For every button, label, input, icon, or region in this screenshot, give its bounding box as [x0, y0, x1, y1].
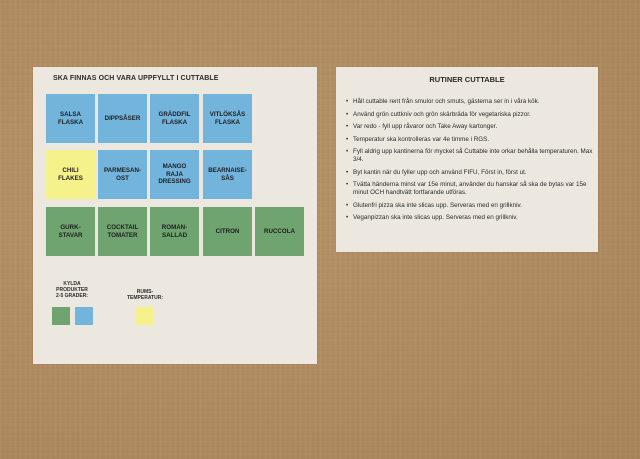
right-panel-title: RUTINER CUTTABLE [429, 75, 505, 84]
tile-graddfil-flaska: GRÄDDFIL FLASKA [150, 94, 199, 143]
bullet-icon: • [346, 168, 349, 176]
rule-item: • Tvätta händerna minst var 15e minut, använder du hanskar så ska de bytas var 15e minut OCH handtvätt fortfarande utföras. [346, 181, 587, 196]
tile-bearnaisesas: BEARNAISE- SÅS [203, 150, 252, 199]
bullet-icon: • [346, 98, 349, 105]
tile-ruccola: RUCCOLA [255, 207, 304, 256]
tile-vitloksas-flaska: VITLÖKSÅS FLASKA [203, 94, 252, 143]
bullet-icon: • [346, 214, 349, 221]
legend-swatch-yellow [136, 307, 154, 325]
tile-dippsaser: DIPPSÅSER [98, 94, 147, 143]
rule-item: • Fyll aldrig upp kantinerna för mycket så Cuttable inte orkar behålla temperaturen. Max 3/4. [346, 148, 593, 163]
rule-item: • Använd grön cuttkniv och grön skärbräda för vegetariska pizzor. [346, 110, 531, 118]
rules-list [346, 98, 594, 227]
bullet-icon: • [346, 110, 349, 118]
bullet-icon: • [346, 148, 349, 155]
tile-salsa-flaska: SALSA FLASKA [46, 94, 95, 143]
rule-item: • Var redo - fyll upp råvaror och Take Away kartonger. [346, 123, 498, 130]
bullet-icon: • [346, 135, 349, 143]
bullet-icon: • [346, 123, 349, 130]
legend-cold-label: KYLDA PRODUKTER 2-5 GRADER: [56, 281, 88, 299]
left-panel-title: SKA FINNAS OCH VARA UPPFYLLT I CUTTABLE [53, 75, 219, 82]
right-panel [336, 67, 598, 252]
tile-gurkstavar: GURK- STAVAR [46, 207, 95, 256]
tile-citron: CITRON [203, 207, 252, 256]
left-panel [33, 67, 317, 364]
rule-item: • Byt kantin när du fyller upp och använd FIFU, Först in, först ut. [346, 168, 527, 176]
legend-swatch-blue [75, 307, 93, 325]
bullet-icon: • [346, 201, 349, 209]
tile-parmesanost: PARMESAN- OST [98, 150, 147, 199]
tile-romansallad: ROMAN- SALLAD [150, 207, 199, 256]
legend-swatch-green [52, 307, 70, 325]
rule-item: • Temperatur ska kontrolleras var 4e timme i RGS. [346, 135, 490, 143]
rule-item: • Veganpizzan ska inte slicas upp. Serveras med en grillkniv. [346, 214, 518, 221]
rule-item: • Håll cuttable rent från smulor och smuts, gästerna ser in i våra kök. [346, 98, 540, 105]
tile-mango-raja-dressing: MANGO RAJA DRESSING [150, 150, 199, 199]
bullet-icon: • [346, 181, 349, 188]
rule-item: • Glutenfri pizza ska inte slicas upp. Serveras med en grillkniv. [346, 201, 522, 209]
tile-cocktailtomater: COCKTAIL TOMATER [98, 207, 147, 256]
tile-chili-flakes: CHILI FLAKES [46, 150, 95, 199]
legend-room-label: RUMS- TEMPERATUR: [126, 289, 163, 301]
